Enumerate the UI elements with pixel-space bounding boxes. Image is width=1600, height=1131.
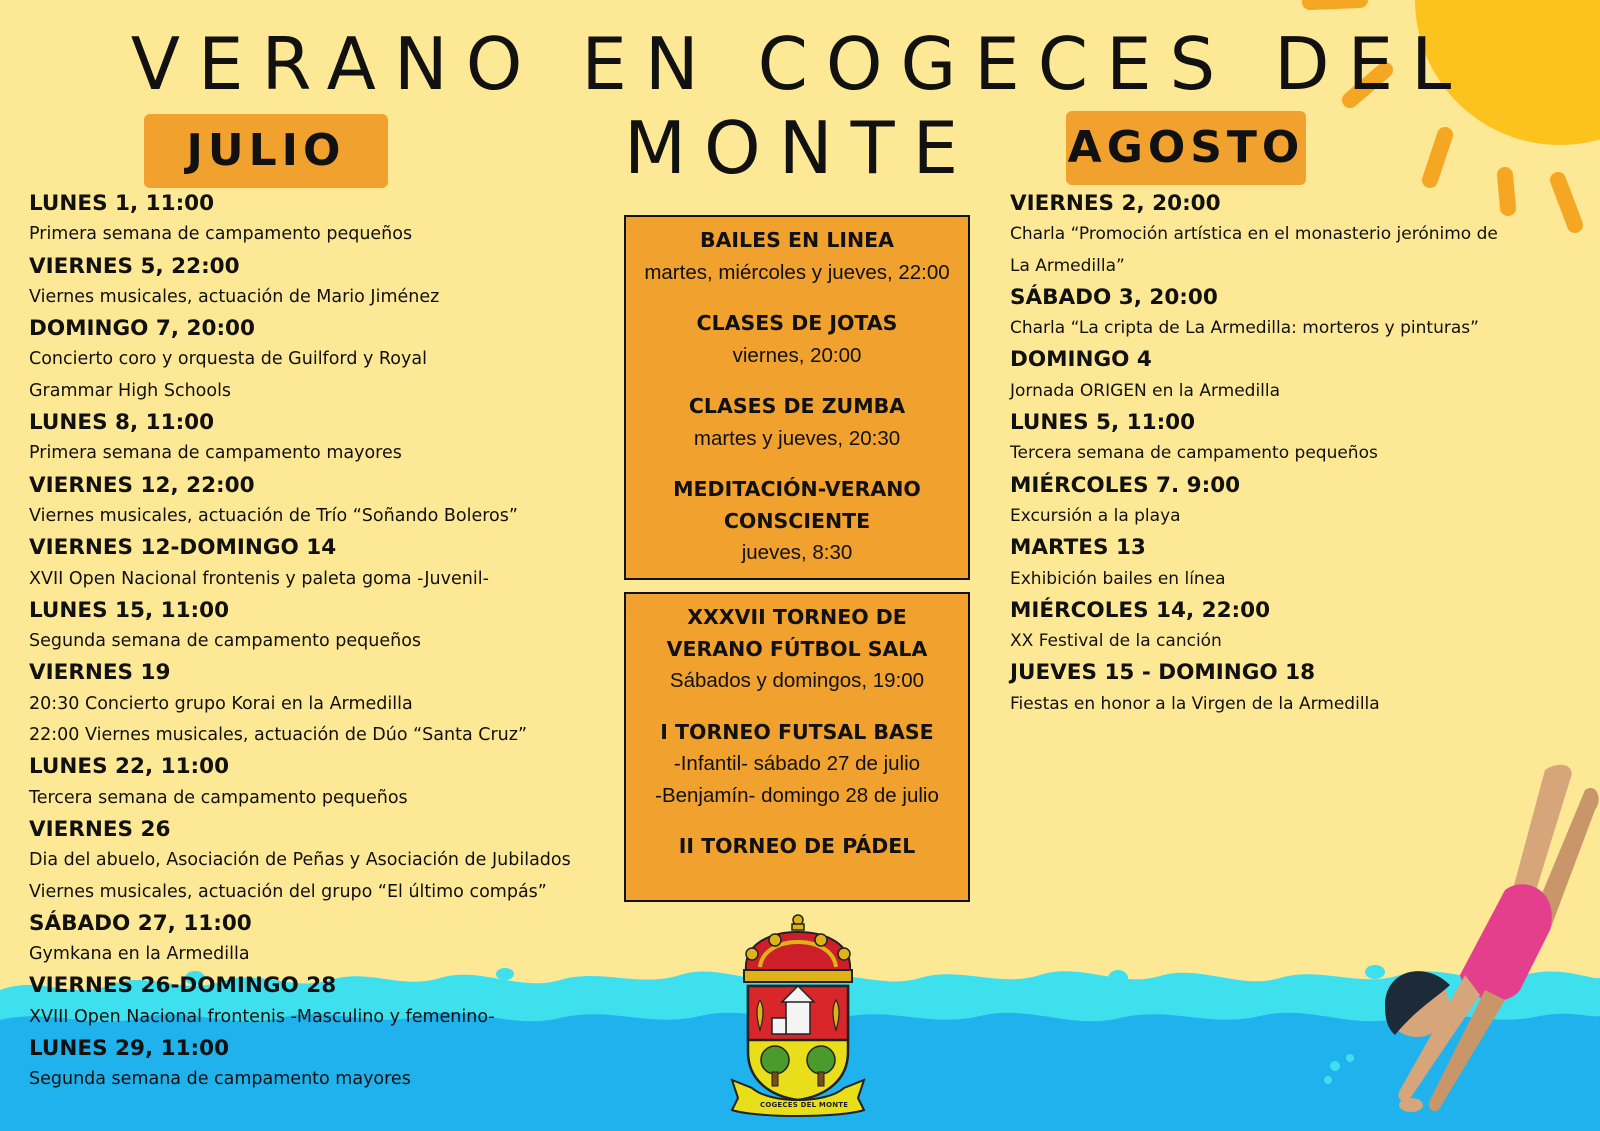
event-description: Primera semana de campamento mayores [29,443,402,464]
event-description: Grammar High Schools [29,380,232,401]
event-description: Primera semana de campamento pequeños [29,224,413,245]
event-date: DOMINGO 4 [1010,347,1152,373]
event-date: MARTES 13 [1010,535,1146,561]
event-description: XVII Open Nacional frontenis y paleta goma -Juvenil- [29,568,489,589]
box-entry-heading: XXXVII TORNEO DE [687,605,907,629]
event-item [1010,595,1590,658]
event-item [29,251,629,314]
box-entry-heading: BAILES EN LINEA [699,228,895,252]
event-description: 20:30 Concierto grupo Korai en la Armedilla [29,693,413,714]
event-item [1010,188,1590,282]
crest-banner-label: COGECES DEL MONTE [760,1101,849,1109]
box-entry-heading: I TORNEO FUTSAL BASE [660,719,934,744]
event-date: VIERNES 26-DOMINGO 28 [29,973,337,999]
box-entry-heading: MEDITACIÓN-VERANO [673,477,921,501]
event-description: Viernes musicales, actuación de Mario Jiménez [29,286,440,307]
event-item [29,814,629,908]
event-date: LUNES 29, 11:00 [29,1036,230,1062]
box-entry [626,831,968,863]
event-date: MIÉRCOLES 14, 22:00 [1010,597,1271,623]
box-entry-detail: Sábados y domingos, 19:00 [669,669,925,692]
event-description: Excursión a la playa [1010,505,1181,526]
tournaments-box [624,592,970,902]
event-description: XVIII Open Nacional frontenis -Masculino y femenino- [29,1006,495,1027]
event-date: VIERNES 19 [29,660,171,686]
event-description: Dia del abuelo, Asociación de Peñas y Asociación de Jubilados [29,850,571,871]
box-entry-detail: jueves, 8:30 [741,541,853,564]
activities-box [624,215,970,580]
box-entry-heading: CONSCIENTE [723,508,871,533]
event-description: Tercera semana de campamento pequeños [1010,443,1378,464]
event-item [1010,407,1590,470]
event-item [29,970,629,1033]
event-item [1010,470,1590,533]
event-item [29,908,629,971]
event-item [29,470,629,533]
event-description: Segunda semana de campamento pequeños [29,631,422,652]
box-entry [626,717,968,812]
box-entry-detail: -Benjamín- domingo 28 de julio [655,783,939,807]
event-date: VIERNES 5, 22:00 [29,253,240,279]
box-entry-heading: CLASES DE JOTAS [696,311,898,335]
event-date: VIERNES 2, 20:00 [1010,191,1221,216]
event-description: Charla “La cripta de La Armedilla: morteros y pinturas” [1010,318,1479,339]
box-entry-detail: -Infantil- sábado 27 de julio [673,752,921,775]
page-title: VERANO EN COGECES DEL MONTE [130,22,1470,190]
event-description: Charla “Promoción artística en el monasterio jerónimo de [1010,224,1498,245]
event-description: XX Festival de la canción [1010,631,1222,652]
coat-of-arms-icon [730,912,866,1117]
event-description: Fiestas en honor a la Virgen de la Armedilla [1010,693,1380,714]
event-item [29,532,629,595]
event-item [29,657,629,751]
event-date: VIERNES 26 [29,816,171,842]
agosto-event-list [1010,188,1590,720]
box-entry [626,308,968,371]
event-date: LUNES 8, 11:00 [29,410,215,436]
event-date: LUNES 5, 11:00 [1010,410,1196,436]
event-description: Jornada ORIGEN en la Armedilla [1010,380,1281,401]
month-tab-agosto: AGOSTO [1066,111,1306,185]
event-item [29,313,629,407]
event-item [1010,532,1590,595]
event-description: 22:00 Viernes musicales, actuación de Dúo “Santa Cruz” [29,725,528,746]
julio-event-list [29,188,629,1096]
box-entry-heading: CLASES DE ZUMBA [688,394,906,418]
event-date: DOMINGO 7, 20:00 [29,316,255,342]
diver-illustration [1345,760,1600,1130]
event-date: JUEVES 15 - DOMINGO 18 [1010,660,1316,686]
box-entry-detail: martes y jueves, 20:30 [693,426,901,450]
event-item [29,595,629,658]
event-date: SÁBADO 3, 20:00 [1010,284,1218,310]
event-item [29,1033,629,1096]
event-date: LUNES 22, 11:00 [29,754,230,780]
event-description: Segunda semana de campamento mayores [29,1069,411,1090]
event-date: VIERNES 12-DOMINGO 14 [29,535,337,561]
box-entry [626,474,968,569]
event-date: LUNES 15, 11:00 [29,597,230,623]
event-description: Exhibición bailes en línea [1010,568,1226,589]
box-entry-heading: VERANO FÚTBOL SALA [666,636,928,661]
month-tab-julio: JULIO [144,114,388,188]
event-item [29,407,629,470]
event-item [29,188,629,251]
event-item [1010,657,1590,720]
box-entry [626,391,968,454]
event-item [29,751,629,814]
event-description: Viernes musicales, actuación de Trío “Soñando Boleros” [29,505,518,526]
event-date: MIÉRCOLES 7. 9:00 [1010,472,1241,498]
event-description: Gymkana en la Armedilla [29,944,250,965]
box-entry [626,602,968,697]
event-item [1010,282,1590,345]
box-entry-heading: II TORNEO DE PÁDEL [678,834,916,858]
box-entry-detail: viernes, 20:00 [732,343,862,367]
event-date: SÁBADO 27, 11:00 [29,910,252,936]
event-description: Concierto coro y orquesta de Guilford y Royal [29,349,427,370]
box-entry-detail: martes, miércoles y jueves, 22:00 [644,260,950,284]
event-description: Viernes musicales, actuación del grupo “El último compás” [29,881,547,902]
box-entry [626,225,968,288]
event-description: Tercera semana de campamento pequeños [29,787,408,808]
event-item [1010,344,1590,407]
event-date: LUNES 1, 11:00 [29,191,215,216]
event-description: La Armedilla” [1010,255,1125,276]
event-date: VIERNES 12, 22:00 [29,472,255,498]
